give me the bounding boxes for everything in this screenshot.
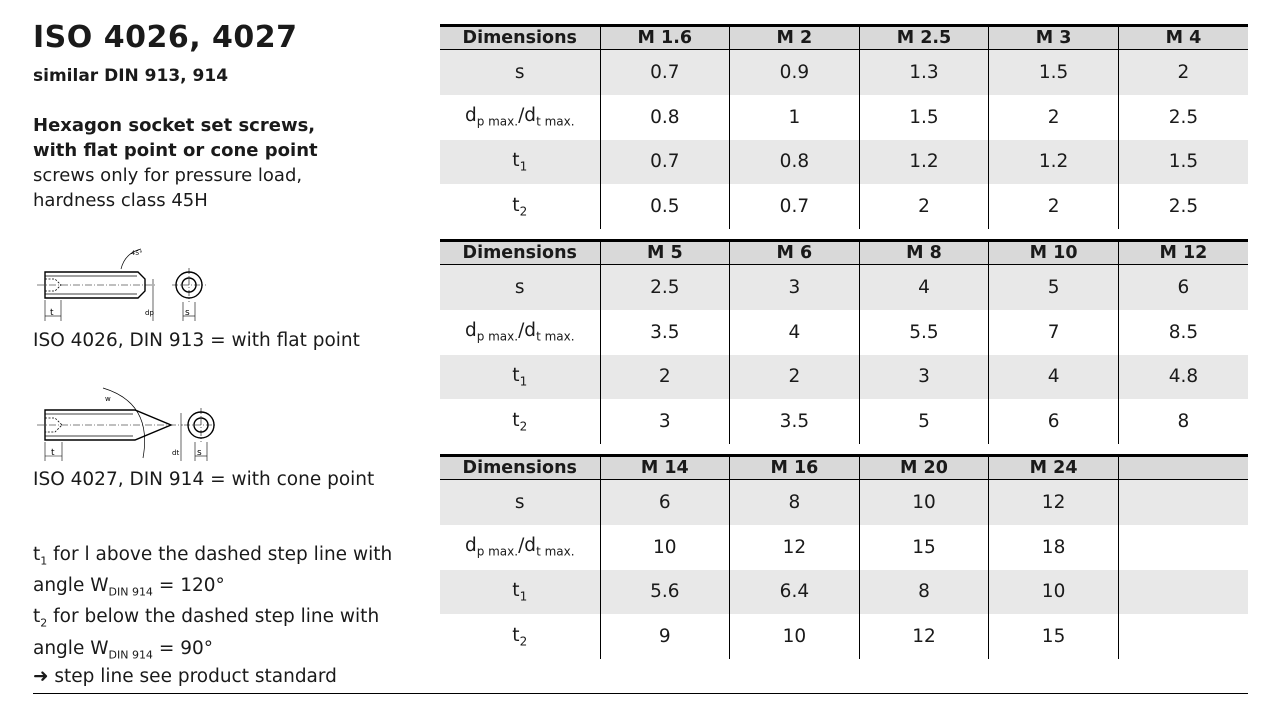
note-t1 [33, 543, 392, 574]
table-cell: 1 [730, 95, 860, 140]
row-label-s: s [440, 50, 600, 95]
header-cell: M 14 [600, 456, 730, 480]
table-cell: 8 [859, 570, 989, 615]
table-cell: 10 [859, 480, 989, 525]
label-d: d [464, 320, 477, 342]
table-header [440, 241, 1248, 265]
header-cell: M 20 [859, 456, 989, 480]
row-label-s: s [440, 265, 600, 310]
note-t2-angle-prefix: angle W [33, 637, 109, 659]
dp-dimension-label: dp [145, 309, 154, 317]
header-cell: Dimensions [440, 456, 600, 480]
bottom-divider [33, 693, 1248, 694]
label-t: t [512, 365, 520, 387]
label-t: t [512, 194, 520, 216]
description-line-2: with flat point or cone point [33, 140, 318, 161]
label-dt-sub: t max. [536, 115, 575, 130]
label-t2-sub: 2 [519, 419, 528, 434]
table-cell: 2 [989, 184, 1119, 229]
note-t2-text: for below the dashed step line with [47, 606, 380, 628]
table-cell: 2 [859, 184, 989, 229]
table-row-t2 [440, 399, 1248, 444]
table-cell [1118, 480, 1248, 525]
header-cell: M 3 [989, 26, 1119, 50]
table-header [440, 456, 1248, 480]
label-d: d [464, 105, 477, 127]
label-t1-sub: 1 [519, 589, 528, 604]
label-t2-sub: 2 [519, 634, 528, 649]
header-cell: M 16 [730, 456, 860, 480]
label-slash-d: /d [518, 105, 537, 127]
table-cell: 2.5 [600, 265, 730, 310]
table-cell: 3 [730, 265, 860, 310]
table-row-s [440, 480, 1248, 525]
label-t1-sub: 1 [519, 374, 528, 389]
table-cell: 1.5 [989, 50, 1119, 95]
table-cell: 12 [730, 525, 860, 570]
note-t2-angle [33, 637, 392, 668]
header-cell: Dimensions [440, 26, 600, 50]
table-cell: 12 [859, 614, 989, 659]
table-cell: 5.6 [600, 570, 730, 615]
description-line-3: screws only for pressure load, [33, 165, 303, 186]
notes [33, 543, 392, 668]
cone-point-screw-drawing [33, 383, 218, 463]
row-label-s: s [440, 480, 600, 525]
table-cell: 0.8 [600, 95, 730, 140]
table-cell: 0.7 [600, 50, 730, 95]
table-cell: 2.5 [1168, 106, 1199, 128]
label-dp-sub: p max. [476, 115, 519, 130]
header-cell [1118, 456, 1248, 480]
table-cell: 12 [989, 480, 1119, 525]
table-cell: 3 [600, 399, 730, 444]
header-cell: M 1.6 [600, 26, 730, 50]
table-row-dp [440, 95, 1248, 140]
note-t1-angle [33, 574, 392, 605]
table-cell [1118, 614, 1248, 659]
description-line-1: Hexagon socket set screws, [33, 115, 316, 136]
table-cell: 0.7 [730, 184, 860, 229]
table-cell: 10 [989, 570, 1119, 615]
step-line-note: ➜ step line see product standard [33, 666, 337, 687]
row-label-t1 [440, 355, 600, 400]
table-cell: 15 [859, 525, 989, 570]
table-cell: 2 [600, 355, 730, 400]
label-slash-d: /d [518, 535, 537, 557]
row-label-t2 [440, 614, 600, 659]
header-cell: M 10 [989, 241, 1119, 265]
page-subtitle: similar DIN 913, 914 [33, 66, 229, 86]
label-slash-d: /d [518, 320, 537, 342]
note-t1-sub: 1 [40, 554, 48, 568]
table-cell: 1.2 [859, 140, 989, 185]
table-row-dp [440, 310, 1248, 355]
table-cell: 1.2 [989, 140, 1119, 185]
table-cell: 6 [600, 480, 730, 525]
t-dimension-label-2: t [51, 448, 55, 458]
note-t1-text: for l above the dashed step line with [47, 544, 393, 565]
table-cell: 5 [859, 399, 989, 444]
table-cell: 6 [989, 399, 1119, 444]
header-cell: M 8 [859, 241, 989, 265]
table-cell: 2.5 [1168, 196, 1199, 218]
header-cell: M 24 [989, 456, 1119, 480]
table-cell: 5 [989, 265, 1119, 310]
note-t1-symbol: t [33, 544, 41, 565]
header-cell: Dimensions [440, 241, 600, 265]
table-cell: 3 [859, 355, 989, 400]
header-cell: M 2.5 [859, 26, 989, 50]
angle-label: 45° [131, 249, 143, 257]
label-t: t [512, 580, 520, 602]
table-cell: 4 [989, 355, 1119, 400]
table-row-t1 [440, 570, 1248, 615]
dimensions-table-1 [440, 24, 1248, 229]
table-row-t1 [440, 140, 1248, 185]
page-title: ISO 4026, 4027 [33, 20, 298, 55]
table-cell: 10 [730, 614, 860, 659]
header-cell: M 6 [730, 241, 860, 265]
table-cell: 4 [730, 310, 860, 355]
table-cell: 15 [989, 614, 1119, 659]
table-cell: 1.3 [859, 50, 989, 95]
note-t2-angle-value: = 90° [152, 637, 213, 659]
table-cell: 3.5 [600, 310, 730, 355]
label-dt-sub: t max. [536, 545, 575, 560]
table-cell: 5.5 [859, 310, 989, 355]
header-cell: M 5 [600, 241, 730, 265]
label-t: t [512, 150, 520, 172]
table-cell: 9 [600, 614, 730, 659]
table-cell: 0.8 [730, 140, 860, 185]
table-cell [1118, 570, 1248, 615]
table-cell: 8.5 [1168, 321, 1199, 343]
table-cell: 6 [1118, 265, 1248, 310]
row-label-t1 [440, 140, 600, 185]
s-dimension-label: s [185, 308, 190, 318]
label-d: d [464, 535, 477, 557]
label-dp-sub: p max. [476, 330, 519, 345]
table-cell: 4.8 [1118, 355, 1248, 400]
row-label-t2 [440, 399, 600, 444]
table-cell: 0.7 [600, 140, 730, 185]
note-t1-angle-value: = 120° [152, 575, 225, 597]
note-t1-angle-prefix: angle W [33, 575, 109, 597]
table-row-t2 [440, 614, 1248, 659]
row-label-t2 [440, 184, 600, 229]
table-row-s [440, 265, 1248, 310]
table-cell: 6.4 [730, 570, 860, 615]
label-t: t [512, 409, 520, 431]
description [33, 113, 318, 213]
table-row-dp [440, 525, 1248, 570]
table-cell: 8 [1177, 411, 1190, 433]
table-row-s [440, 50, 1248, 95]
row-label-dp-dt [440, 95, 600, 140]
cone-point-caption: ISO 4027, DIN 914 = with cone point [33, 469, 375, 490]
dimensions-table-2 [440, 239, 1248, 444]
table-cell: 7 [989, 310, 1119, 355]
note-t2-sub: 2 [40, 617, 48, 631]
table-cell: 18 [989, 525, 1119, 570]
table-cell [1118, 525, 1248, 570]
row-label-dp-dt [440, 310, 600, 355]
dimensions-table-3 [440, 454, 1248, 659]
row-label-dp-dt [440, 525, 600, 570]
table-row-t1 [440, 355, 1248, 400]
table-cell: 0.5 [600, 184, 730, 229]
label-dp-sub: p max. [476, 545, 519, 560]
table-cell: 1.5 [1118, 140, 1248, 185]
table-cell: 8 [730, 480, 860, 525]
label-t: t [512, 624, 520, 646]
table-cell: 2 [989, 95, 1119, 140]
dt-dimension-label: dt [172, 449, 180, 457]
s-dimension-label-2: s [197, 448, 202, 458]
flat-point-screw-drawing [33, 243, 218, 323]
note-t1-angle-sub: DIN 914 [108, 585, 153, 599]
table-cell: 3.5 [730, 399, 860, 444]
table-cell: 1.5 [859, 95, 989, 140]
note-t2 [33, 605, 392, 636]
header-cell: M 2 [730, 26, 860, 50]
table-cell: 10 [600, 525, 730, 570]
t-dimension-label: t [50, 308, 54, 318]
note-t2-symbol: t [33, 606, 41, 628]
flat-point-caption: ISO 4026, DIN 913 = with flat point [33, 330, 360, 351]
angle-w-label: w [105, 395, 111, 403]
header-cell: M 4 [1118, 26, 1248, 50]
label-t2-sub: 2 [519, 204, 528, 219]
table-cell: 2 [730, 355, 860, 400]
label-t1-sub: 1 [519, 159, 528, 174]
header-cell: M 12 [1118, 241, 1248, 265]
note-t2-angle-sub: DIN 914 [108, 648, 153, 662]
row-label-t1 [440, 570, 600, 615]
description-line-4: hardness class 45H [33, 190, 208, 211]
table-cell: 0.9 [730, 50, 860, 95]
table-row-t2 [440, 184, 1248, 229]
table-header [440, 26, 1248, 50]
label-dt-sub: t max. [536, 330, 575, 345]
table-cell: 4 [859, 265, 989, 310]
table-cell: 2 [1118, 50, 1248, 95]
